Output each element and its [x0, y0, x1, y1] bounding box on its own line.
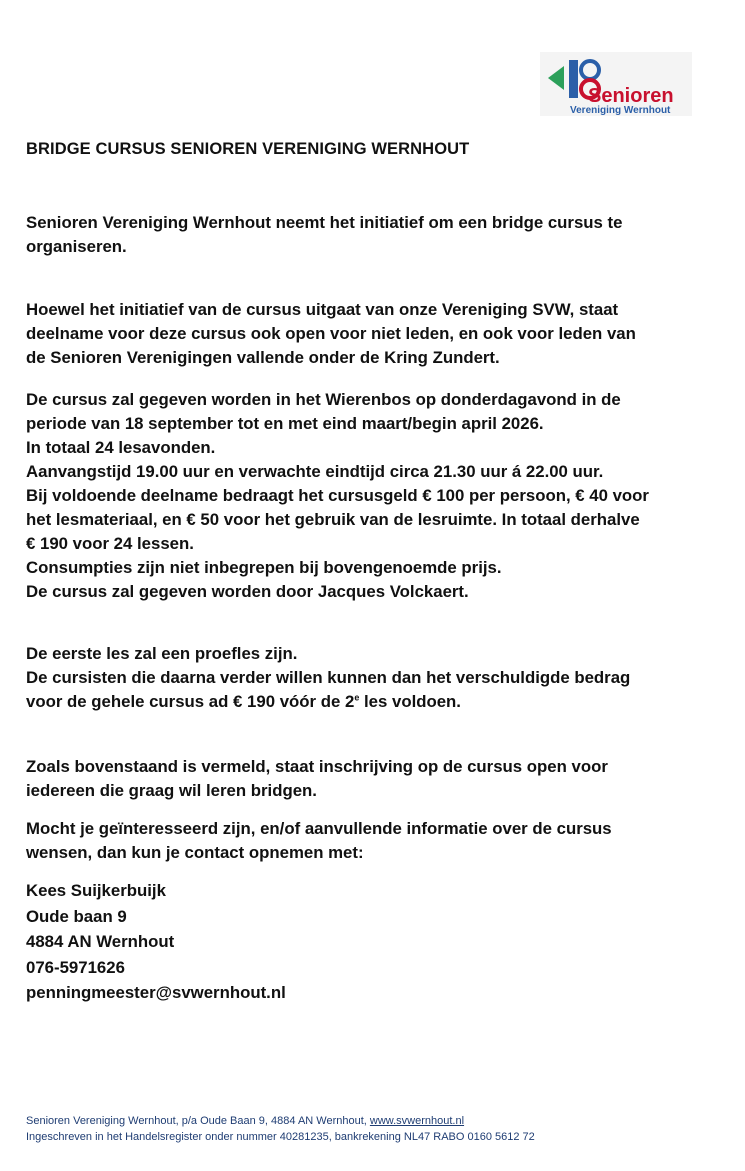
logo-sub: Vereniging Wernhout	[570, 105, 671, 116]
text-line: De eerste les zal een proefles zijn.	[26, 644, 298, 663]
text-fragment: voor de gehele cursus ad € 190 vóór de 2	[26, 692, 355, 711]
text-line: de Senioren Verenigingen vallende onder de Kring Zundert.	[26, 348, 500, 367]
logo-bar-icon	[569, 60, 578, 98]
text-line: Bij voldoende deelname bedraagt het cursusgeld € 100 per persoon, € 40 voor	[26, 486, 649, 505]
text-line: De cursisten die daarna verder willen kunnen dan het verschuldigde bedrag	[26, 668, 631, 687]
contact-city: 4884 AN Wernhout	[26, 932, 175, 951]
text-line: periode van 18 september tot en met eind maart/begin april 2026.	[26, 414, 544, 433]
text-line: In totaal 24 lesavonden.	[26, 438, 216, 457]
text-line: Consumpties zijn niet inbegrepen bij bovengenoemde prijs.	[26, 558, 502, 577]
signup-paragraph	[26, 755, 726, 803]
text-line: deelname voor deze cursus ook open voor niet leden, en ook voor leden van	[26, 324, 636, 343]
text-line: het lesmateriaal, en € 50 voor het gebruik van de lesruimte. In totaal derhalve	[26, 510, 640, 529]
footer-line-1	[26, 1113, 535, 1129]
open-paragraph	[26, 298, 726, 370]
contact-paragraph	[26, 817, 726, 865]
text-line: iedereen die graag wil leren bridgen.	[26, 781, 317, 800]
contact-block	[26, 878, 726, 1006]
text-line: € 190 voor 24 lessen.	[26, 534, 194, 553]
superscript: e	[354, 692, 360, 703]
footer-website-link[interactable]: www.svwernhout.nl	[369, 1115, 465, 1127]
text-line: De cursus zal gegeven worden door Jacques Volckaert.	[26, 582, 469, 601]
intro-paragraph	[26, 211, 726, 259]
text-line: Zoals bovenstaand is vermeld, staat inschrijving op de cursus open voor	[26, 757, 608, 776]
logo-name: Senioren	[588, 85, 674, 107]
text-line: wensen, dan kun je contact opnemen met:	[26, 843, 364, 862]
contact-phone: 076-5971626	[26, 957, 125, 977]
text-line: Senioren Vereniging Wernhout neemt het initiatief om een bridge cursus te	[26, 213, 623, 232]
text-line: Hoewel het initiatief van de cursus uitgaat van onze Vereniging SVW, staat	[26, 300, 619, 319]
text-line: Aanvangstijd 19.00 uur en verwachte eindtijd circa 21.30 uur á 22.00 uur.	[26, 462, 604, 481]
footer-address: Senioren Vereniging Wernhout, p/a Oude Baan 9, 4884 AN Wernhout,	[26, 1115, 370, 1127]
contact-email: penningmeester@svwernhout.nl	[26, 983, 286, 1002]
contact-street: Oude baan 9	[26, 906, 127, 926]
trial-paragraph	[26, 642, 726, 714]
text-line: De cursus zal gegeven worden in het Wierenbos op donderdagavond in de	[26, 390, 621, 409]
text-line: Mocht je geïnteresseerd zijn, en/of aanvullende informatie over de cursus	[26, 819, 612, 838]
page-title: BRIDGE CURSUS SENIOREN VERENIGING WERNHOUT	[26, 140, 470, 158]
details-paragraph	[26, 388, 726, 604]
senioren-logo	[540, 52, 692, 116]
footer-line-2: Ingeschreven in het Handelsregister onder nummer 40281235, bankrekening NL47 RABO 0160 5612 72	[26, 1131, 535, 1143]
text-line	[26, 690, 726, 714]
page-footer	[26, 1113, 535, 1145]
contact-name: Kees Suijkerbuijk	[26, 881, 166, 900]
text-line: organiseren.	[26, 237, 127, 256]
text-fragment: les voldoen.	[359, 692, 461, 711]
